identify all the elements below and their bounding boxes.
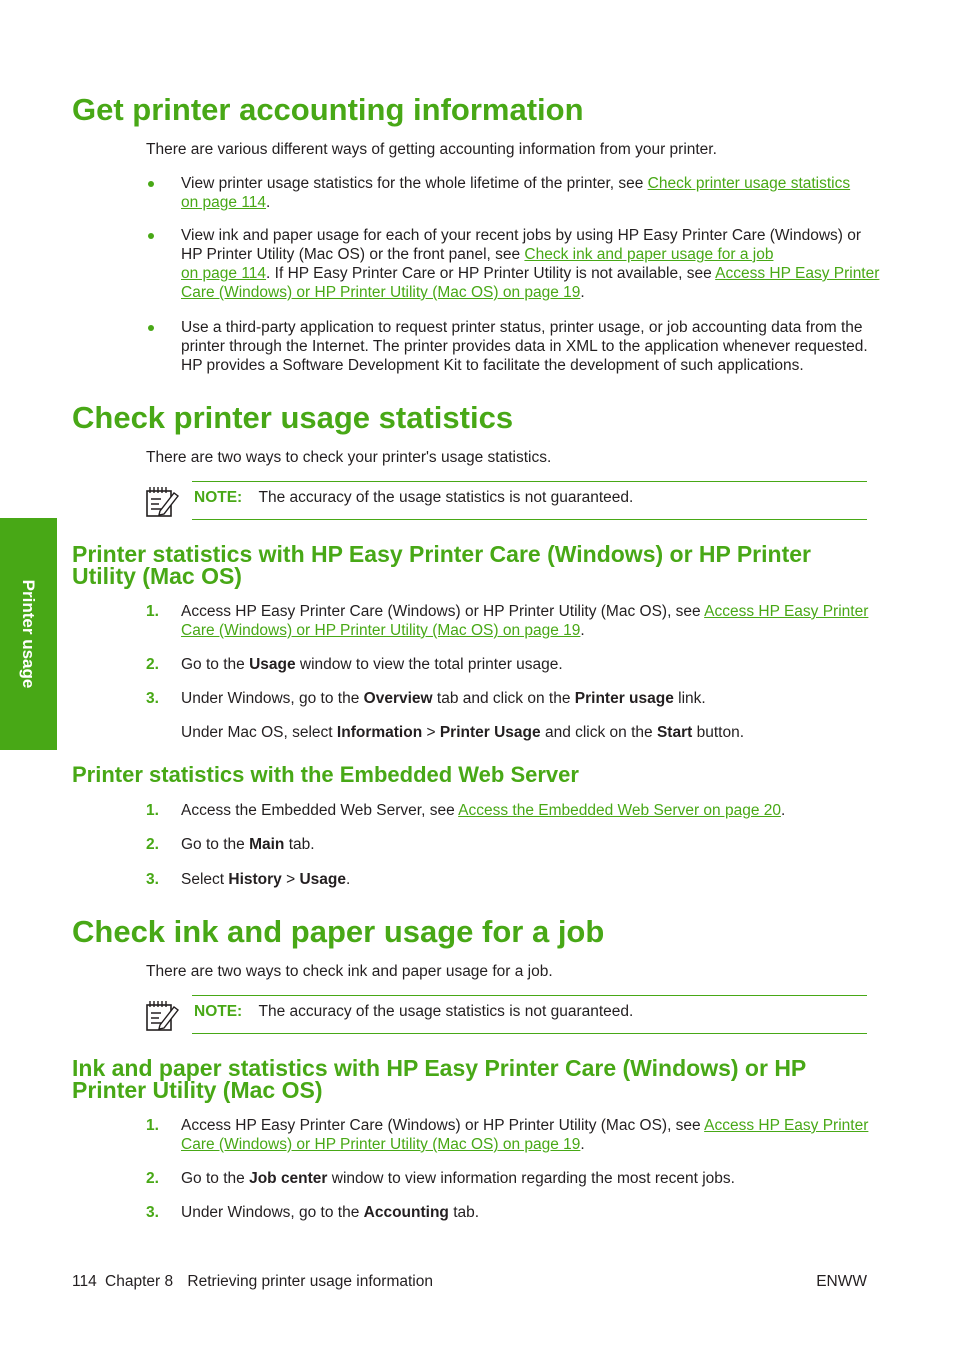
note-text: The accuracy of the usage statistics is not guaranteed. <box>258 1003 634 1020</box>
note-icon <box>144 484 180 518</box>
ews-step2-text: Go to the Main tab. <box>181 836 315 853</box>
job-step1-line1: Access HP Easy Printer Care (Windows) or HP Printer Utility (Mac OS), see Access HP Easy Printer <box>181 1117 869 1134</box>
section1-intro: There are various different ways of getting accounting information from your printer. <box>146 141 717 158</box>
job-step2-text: Go to the Job center window to view information regarding the most recent jobs. <box>181 1170 735 1187</box>
bullet-marker <box>148 233 154 239</box>
step-number: 2. <box>146 1170 159 1187</box>
note-top-rule <box>192 481 867 482</box>
link-check-printer-usage[interactable]: Check printer usage statistics <box>647 175 851 192</box>
heading-printer-stats-ews: Printer statistics with the Embedded Web Server <box>72 762 579 787</box>
job-step3-text: Under Windows, go to the Accounting tab. <box>181 1204 480 1221</box>
chapter-label: Chapter 8 <box>105 1273 174 1290</box>
bullet3-line2: printer through the Internet. The printer provides data in XML to the application whenever requested. <box>181 338 868 355</box>
heading-check-ink-paper-usage: Check ink and paper usage for a job <box>72 914 605 949</box>
step-number: 3. <box>146 690 159 707</box>
job-step1-line2: Care (Windows) or HP Printer Utility (Mac OS) on page 19. <box>181 1136 585 1153</box>
page-footer-right: ENWW <box>816 1273 867 1290</box>
note-label: NOTE: <box>194 489 243 506</box>
bullet2-line4: Care (Windows) or HP Printer Utility (Mac OS) on page 19. <box>181 284 585 301</box>
section2-intro: There are two ways to check your printer's usage statistics. <box>146 449 552 466</box>
link-check-ink-paper-usage[interactable]: Check ink and paper usage for a job <box>524 246 774 263</box>
link-care-page-19[interactable]: Care (Windows) or HP Printer Utility (Mac OS) on page 19 <box>181 622 581 639</box>
step-number: 2. <box>146 656 159 673</box>
step-number: 3. <box>146 1204 159 1221</box>
heading-printer-stats-hp-easy: Printer statistics with HP Easy Printer Care (Windows) or HP Printer Utility (Mac OS) <box>72 541 811 589</box>
note-text: The accuracy of the usage statistics is not guaranteed. <box>258 489 634 506</box>
bullet-marker <box>148 325 154 331</box>
bullet1-line1: View printer usage statistics for the whole lifetime of the printer, see Check printer usage statistics <box>181 175 851 192</box>
bullet-marker <box>148 181 154 187</box>
step2-text: Go to the Usage window to view the total printer usage. <box>181 656 563 673</box>
bullet3-line3: HP provides a Software Development Kit to facilitate the development of such applications. <box>181 357 804 374</box>
step1-line1: Access HP Easy Printer Care (Windows) or HP Printer Utility (Mac OS), see Access HP Easy Printer <box>181 603 869 620</box>
page-footer-left <box>72 1272 433 1291</box>
step3-text: Under Windows, go to the Overview tab and click on the Printer usage link. <box>181 690 706 707</box>
link-care-page-19[interactable]: Care (Windows) or HP Printer Utility (Mac OS) on page 19 <box>181 1136 581 1153</box>
side-chapter-tab <box>0 518 57 750</box>
step-number: 3. <box>146 871 159 888</box>
bullet2-line3: on page 114. If HP Easy Printer Care or HP Printer Utility is not available, see Access HP Easy Printer <box>181 265 880 282</box>
link-page-114[interactable]: on page 114 <box>181 265 267 282</box>
link-access-hp-easy-printer[interactable]: Access HP Easy Printer <box>704 603 869 620</box>
heading-check-printer-usage: Check printer usage statistics <box>72 400 514 435</box>
chapter-title: Retrieving printer usage information <box>187 1273 433 1290</box>
link-access-ews[interactable]: Access the Embedded Web Server on page 20 <box>458 802 781 819</box>
ews-step3-text: Select History > Usage. <box>181 871 351 888</box>
link-access-hp-easy-printer[interactable]: Access HP Easy Printer <box>704 1117 869 1134</box>
step-number: 1. <box>146 802 159 819</box>
side-tab-label: Printer usage <box>19 579 38 689</box>
note-row <box>194 488 633 507</box>
note-bottom-rule <box>192 519 867 520</box>
step3-mac-text: Under Mac OS, select Information > Printer Usage and click on the Start button. <box>181 724 745 741</box>
note-row <box>194 1002 633 1021</box>
heading-get-printer-accounting: Get printer accounting information <box>72 92 584 127</box>
bullet1-line2: on page 114. <box>181 194 271 211</box>
step-number: 2. <box>146 836 159 853</box>
heading-ink-paper-stats-hp-easy: Ink and paper statistics with HP Easy Printer Care (Windows) or HP Printer Utility (Mac OS) <box>72 1055 807 1103</box>
bullet2-line1: View ink and paper usage for each of your recent jobs by using HP Easy Printer Care (Windows) or <box>181 227 862 244</box>
step1-line2: Care (Windows) or HP Printer Utility (Mac OS) on page 19. <box>181 622 585 639</box>
ews-step1-text: Access the Embedded Web Server, see Access the Embedded Web Server on page 20. <box>181 802 786 819</box>
note-bottom-rule <box>192 1033 867 1034</box>
link-access-hp-easy-printer[interactable]: Access HP Easy Printer <box>715 265 880 282</box>
link-page-114[interactable]: on page 114 <box>181 194 267 211</box>
bullet3-line1: Use a third-party application to request printer status, printer usage, or job accounting data from the <box>181 319 863 336</box>
note-top-rule <box>192 995 867 996</box>
page-number: 114 <box>72 1273 97 1290</box>
bullet2-line2: HP Printer Utility (Mac OS) or the front panel, see Check ink and paper usage for a job <box>181 246 774 263</box>
section3-intro: There are two ways to check ink and paper usage for a job. <box>146 963 553 980</box>
link-care-page-19[interactable]: Care (Windows) or HP Printer Utility (Mac OS) on page 19 <box>181 284 581 301</box>
step-number: 1. <box>146 603 159 620</box>
step-number: 1. <box>146 1117 159 1134</box>
note-label: NOTE: <box>194 1003 243 1020</box>
note-icon <box>144 998 180 1032</box>
